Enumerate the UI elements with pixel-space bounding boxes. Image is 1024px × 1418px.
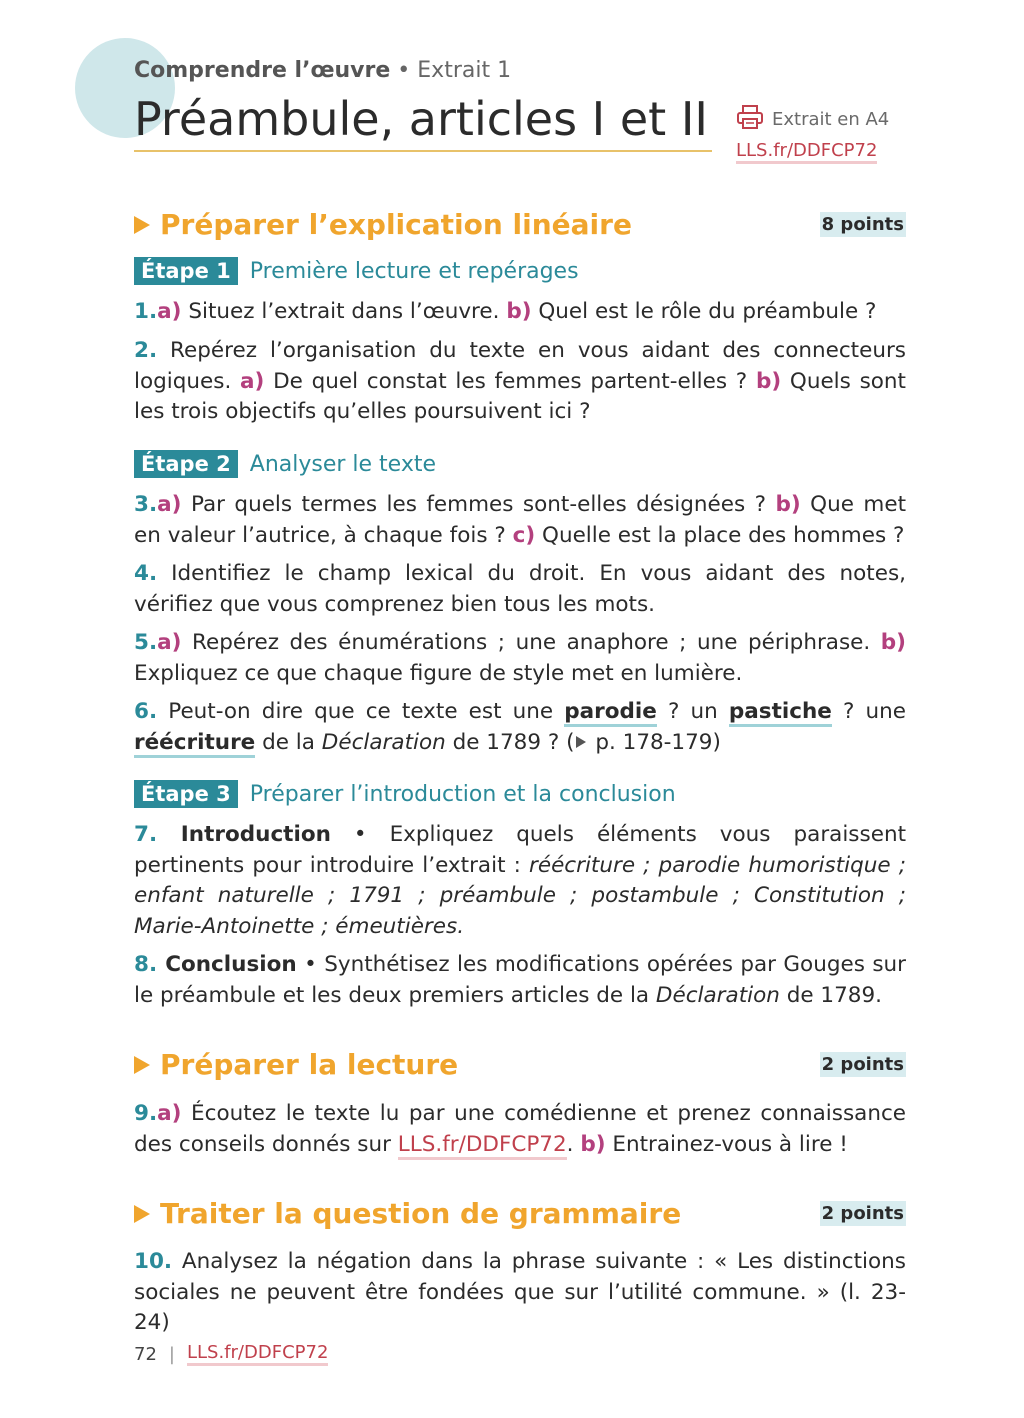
sub-b-text: Entrainez-vous à lire ! bbox=[605, 1131, 848, 1157]
sub-b: b) bbox=[880, 630, 906, 655]
sub-b: b) bbox=[506, 299, 532, 324]
sub-a-text: De quel constat les femmes partent-elles ? bbox=[264, 368, 756, 394]
printer-icon bbox=[736, 104, 764, 135]
text-fragment: . bbox=[566, 1131, 581, 1157]
step-title: Première lecture et repérages bbox=[249, 258, 579, 284]
question-text: Identifiez le champ lexical du droit. En vous aidant des notes, vérifiez que vous comprenez bien tous les mots. bbox=[134, 561, 906, 617]
points-badge: 2 points bbox=[821, 1054, 904, 1075]
sub-a: a) bbox=[157, 1101, 182, 1126]
question-number: 6. bbox=[134, 699, 158, 724]
question-number: 9. bbox=[134, 1101, 158, 1126]
text-fragment: • Synthétisez les modifications opérées par Gouges sur le préambule et les deux premiers articles de la bbox=[134, 952, 906, 1008]
step-title: Préparer l’introduction et la conclusion bbox=[249, 781, 676, 807]
question-2 bbox=[134, 336, 906, 428]
question-7 bbox=[134, 820, 906, 942]
question-9 bbox=[134, 1099, 906, 1160]
question-5 bbox=[134, 628, 906, 689]
sub-a-text: Écoutez le texte lu par une comédienne et prenez connaissance des conseils donnés sur bbox=[134, 1101, 906, 1157]
sub-a: a) bbox=[157, 630, 182, 655]
sub-a-text: Situez l’extrait dans l’œuvre. bbox=[181, 299, 507, 324]
section-label: Comprendre l’œuvre bbox=[134, 58, 391, 83]
extract-label: Extrait 1 bbox=[417, 58, 512, 83]
triangle-icon bbox=[134, 216, 150, 234]
section-title: Traiter la question de grammaire bbox=[160, 1197, 682, 1230]
element-list: réécriture ; parodie humoristique ; enfant naturelle ; 1791 ; préambule ; postambule ; Constitution ; Marie-Antoinette ; émeutières. bbox=[134, 852, 906, 939]
page-footer bbox=[134, 1343, 328, 1366]
sub-a: a) bbox=[157, 299, 182, 324]
question-1 bbox=[134, 297, 906, 328]
sub-a-text: Par quels termes les femmes sont-elles désignées ? bbox=[181, 492, 776, 517]
question-10 bbox=[134, 1247, 906, 1339]
sub-b-text: Que met en valeur l’autrice, à chaque fois ? bbox=[134, 492, 906, 548]
lls-link[interactable]: LLS.fr/DDFCP72 bbox=[398, 1132, 567, 1160]
question-number: 5. bbox=[134, 630, 158, 655]
sub-c: c) bbox=[512, 522, 536, 548]
section-header-explication bbox=[134, 208, 906, 241]
question-intro: Repérez l’organisation du texte en vous aidant des connecteurs logiques. bbox=[134, 338, 906, 394]
question-8 bbox=[134, 950, 906, 1011]
question-number: 4. bbox=[134, 561, 158, 586]
step-1 bbox=[134, 257, 579, 285]
footer-link[interactable]: LLS.fr/DDFCP72 bbox=[187, 1343, 328, 1366]
sub-c-text: Quelle est la place des hommes ? bbox=[535, 522, 905, 548]
breadcrumb bbox=[134, 58, 511, 83]
step-badge: Étape 2 bbox=[134, 450, 238, 478]
question-4 bbox=[134, 559, 906, 620]
declaration-title: Déclaration bbox=[321, 729, 446, 755]
a4-label: Extrait en A4 bbox=[772, 109, 890, 130]
text-fragment: de 1789. bbox=[779, 982, 882, 1008]
step-title: Analyser le texte bbox=[249, 451, 437, 477]
text-fragment: • Expliquez quels éléments vous paraissent pertinents pour introduire l’extrait : bbox=[134, 822, 906, 878]
text-fragment: ? un bbox=[656, 699, 729, 724]
triangle-icon bbox=[134, 1205, 150, 1223]
page-title: Préambule, articles I et II bbox=[134, 90, 712, 152]
section-header-grammaire bbox=[134, 1197, 906, 1230]
keyword-conclusion: Conclusion bbox=[157, 952, 297, 977]
text-fragment: ? une bbox=[831, 699, 906, 724]
arrow-right-icon bbox=[576, 736, 586, 748]
sub-b-text: Expliquez ce que chaque figure de style met en lumière. bbox=[134, 660, 743, 686]
declaration-title: Déclaration bbox=[655, 982, 780, 1008]
points-badge: 8 points bbox=[821, 214, 904, 235]
question-number: 3. bbox=[134, 492, 158, 517]
points-badge: 2 points bbox=[821, 1203, 904, 1224]
sub-a: a) bbox=[157, 492, 182, 517]
page-number: 72 bbox=[134, 1344, 157, 1365]
step-badge: Étape 1 bbox=[134, 257, 238, 285]
question-6 bbox=[134, 697, 906, 758]
question-number: 2. bbox=[134, 338, 158, 363]
keyword-introduction: Introduction bbox=[157, 822, 331, 847]
text-fragment: de 1789 ? ( bbox=[445, 729, 575, 755]
step-3 bbox=[134, 780, 676, 808]
text-fragment: Peut-on dire que ce texte est une bbox=[157, 699, 565, 724]
sub-b-text: Quels sont les trois objectifs qu’elles poursuivent ici ? bbox=[134, 368, 906, 424]
sub-a: a) bbox=[240, 368, 265, 394]
sub-b: b) bbox=[775, 492, 801, 517]
a4-link[interactable]: LLS.fr/DDFCP72 bbox=[736, 141, 877, 164]
term-reecriture[interactable]: réécriture bbox=[134, 730, 255, 758]
term-parodie[interactable]: parodie bbox=[564, 699, 657, 727]
term-pastiche[interactable]: pastiche bbox=[729, 699, 832, 727]
question-number: 1. bbox=[134, 299, 158, 324]
question-3 bbox=[134, 490, 906, 551]
step-2 bbox=[134, 450, 436, 478]
bullet: • bbox=[397, 58, 411, 83]
section-title: Préparer la lecture bbox=[160, 1048, 459, 1081]
step-badge: Étape 3 bbox=[134, 780, 238, 808]
sub-b-text: Quel est le rôle du préambule ? bbox=[531, 299, 877, 324]
text-fragment: de la bbox=[255, 729, 322, 755]
triangle-icon bbox=[134, 1056, 150, 1074]
question-number: 8. bbox=[134, 952, 158, 977]
a4-extract-box bbox=[736, 104, 889, 164]
sub-b: b) bbox=[755, 368, 782, 394]
question-number: 10. bbox=[134, 1249, 173, 1274]
page-reference: p. 178-179) bbox=[588, 729, 721, 755]
section-header-lecture bbox=[134, 1048, 906, 1081]
question-number: 7. bbox=[134, 822, 158, 847]
footer-separator: | bbox=[168, 1344, 175, 1365]
sub-b: b) bbox=[580, 1131, 606, 1157]
section-title: Préparer l’explication linéaire bbox=[160, 208, 632, 241]
sub-a-text: Repérez des énumérations ; une anaphore ; une périphrase. bbox=[181, 630, 881, 655]
question-text: Analysez la négation dans la phrase suivante : « Les distinctions sociales ne peuvent être fondées que sur l’utilité commune. » (l. 23-24) bbox=[134, 1249, 906, 1335]
